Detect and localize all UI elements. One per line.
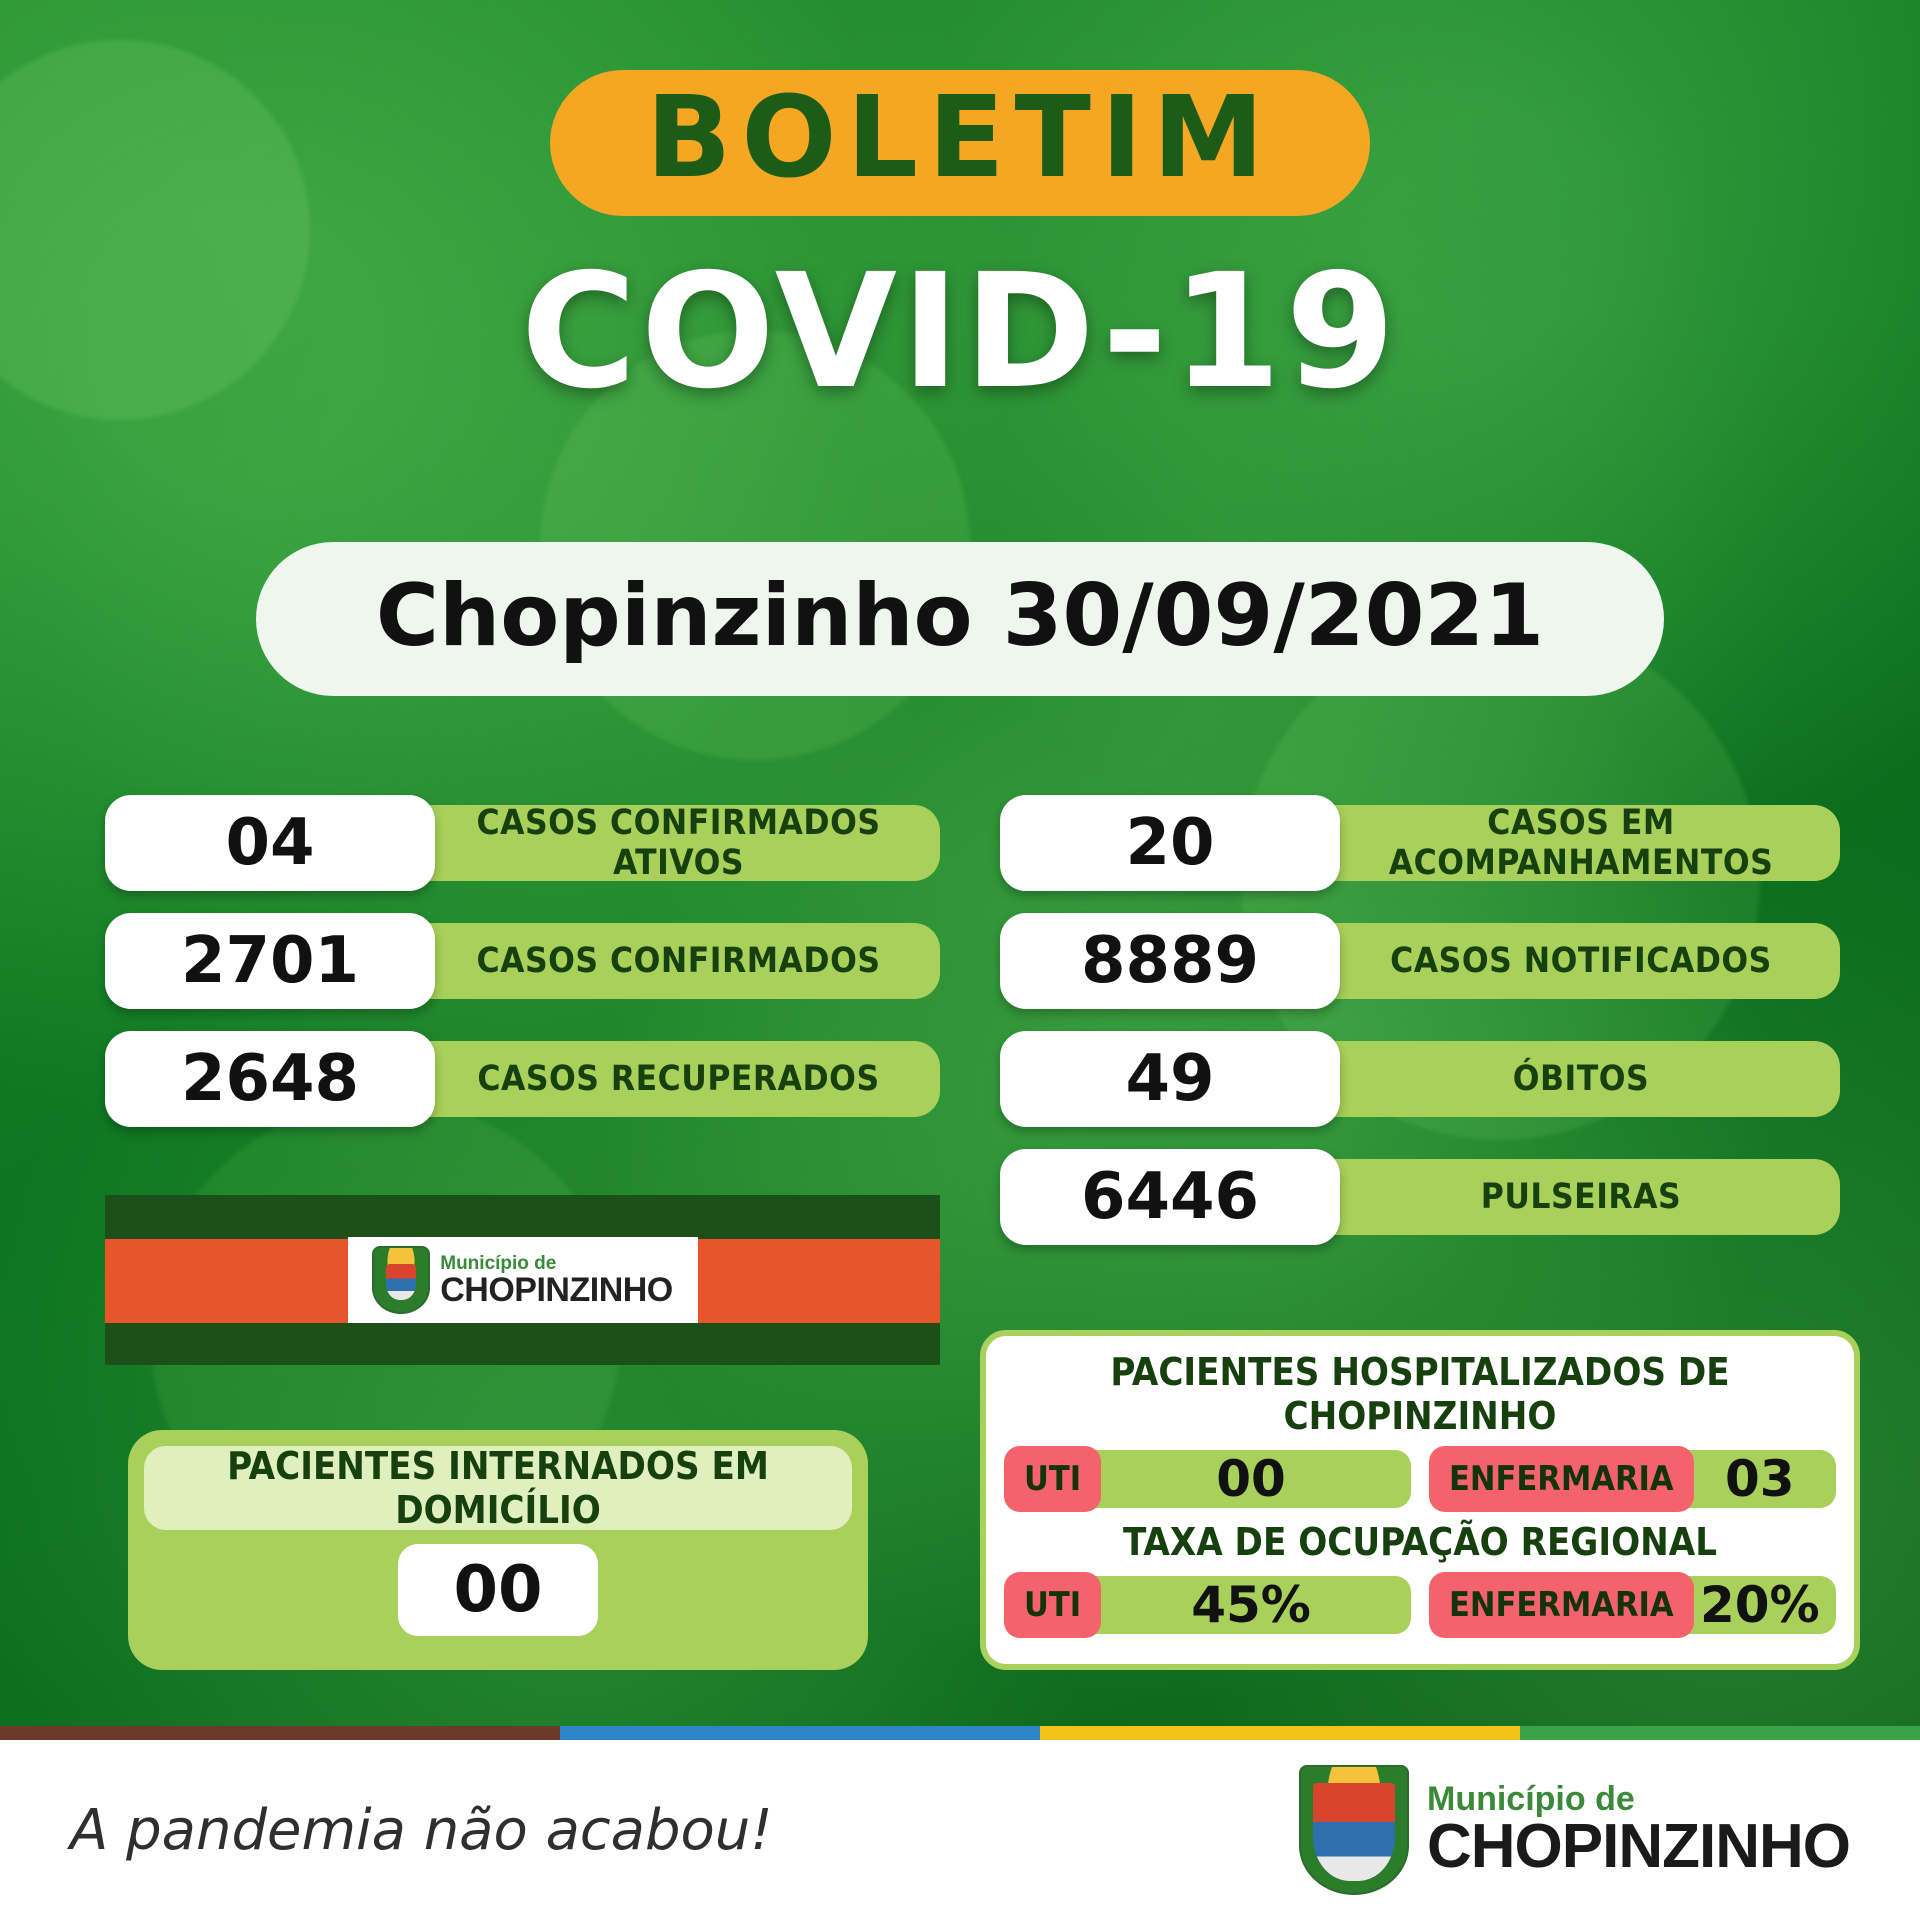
stat-value: 6446 xyxy=(1000,1149,1340,1245)
stat-value: 49 xyxy=(1000,1031,1340,1127)
stat-label: ÓBITOS xyxy=(1322,1041,1840,1117)
municipal-name: CHOPINZINHO xyxy=(440,1270,673,1309)
stats-column-right xyxy=(1000,795,1840,1245)
home-care-panel xyxy=(128,1430,868,1670)
bulletin-badge-wrap xyxy=(0,70,1920,216)
occupancy-uti-label: UTI xyxy=(1004,1572,1101,1638)
occupancy-uti-group xyxy=(1004,1572,1411,1638)
page-title-wrap xyxy=(0,240,1920,424)
stat-value: 20 xyxy=(1000,795,1340,891)
occupancy-uti-value: 45% xyxy=(1091,1576,1411,1634)
stat-row xyxy=(1000,913,1840,1009)
stat-label: CASOS EM ACOMPANHAMENTOS xyxy=(1322,805,1840,881)
footer-color-bar xyxy=(0,1726,1920,1740)
footer-bar-segment xyxy=(560,1726,1040,1740)
coat-of-arms-icon xyxy=(1299,1765,1409,1895)
home-care-title: PACIENTES INTERNADOS EM DOMICÍLIO xyxy=(144,1446,852,1530)
occupancy-row xyxy=(1004,1572,1836,1638)
footer-bar-segment xyxy=(1520,1726,1920,1740)
stat-row xyxy=(1000,795,1840,891)
footer-logo-text xyxy=(1427,1780,1850,1881)
page-title: COVID-19 xyxy=(520,240,1400,424)
city-date-wrap xyxy=(0,542,1920,696)
occupancy-enfermaria-value: 20% xyxy=(1684,1576,1836,1634)
footer-slogan: A pandemia não acabou! xyxy=(70,1797,773,1863)
hospitalized-uti-value: 00 xyxy=(1091,1450,1411,1508)
municipal-logo-text xyxy=(440,1254,673,1307)
municipal-prefix: Município de xyxy=(440,1252,557,1274)
stat-value: 2701 xyxy=(105,913,435,1009)
hospitalized-enfermaria-group xyxy=(1429,1446,1836,1512)
occupancy-title: TAXA DE OCUPAÇÃO REGIONAL xyxy=(1123,1520,1717,1564)
coat-of-arms-icon xyxy=(372,1246,430,1314)
footer xyxy=(0,1740,1920,1920)
stat-label: CASOS NOTIFICADOS xyxy=(1322,923,1840,999)
hospitalized-uti-group xyxy=(1004,1446,1411,1512)
stat-row xyxy=(105,913,940,1009)
stat-row xyxy=(105,1031,940,1127)
footer-municipal-name: CHOPINZINHO xyxy=(1427,1812,1850,1881)
stat-row xyxy=(105,795,940,891)
stat-value: 8889 xyxy=(1000,913,1340,1009)
stat-label: CASOS CONFIRMADOS ATIVOS xyxy=(417,805,940,881)
hospitalized-enfermaria-value: 03 xyxy=(1684,1450,1836,1508)
footer-bar-segment xyxy=(0,1726,560,1740)
occupancy-enfermaria-group xyxy=(1429,1572,1836,1638)
stat-label: PULSEIRAS xyxy=(1322,1159,1840,1235)
stat-label: CASOS CONFIRMADOS xyxy=(417,923,940,999)
footer-municipal-prefix: Município de xyxy=(1427,1780,1635,1818)
city-date: Chopinzinho 30/09/2021 xyxy=(256,542,1664,696)
footer-municipal-logo xyxy=(1299,1765,1850,1895)
stat-label: CASOS RECUPERADOS xyxy=(417,1041,940,1117)
bulletin-badge: BOLETIM xyxy=(550,70,1370,216)
stat-value: 2648 xyxy=(105,1031,435,1127)
hospitalized-panel xyxy=(980,1330,1860,1670)
stat-row xyxy=(1000,1031,1840,1127)
stats-column-left xyxy=(105,795,940,1127)
stat-value: 04 xyxy=(105,795,435,891)
occupancy-enfermaria-label: ENFERMARIA xyxy=(1429,1572,1694,1638)
stat-row xyxy=(1000,1149,1840,1245)
hospitalized-title: PACIENTES HOSPITALIZADOS DE CHOPINZINHO xyxy=(1110,1350,1730,1438)
hospitalized-uti-label: UTI xyxy=(1004,1446,1101,1512)
hospitalized-enfermaria-label: ENFERMARIA xyxy=(1429,1446,1694,1512)
footer-bar-segment xyxy=(1040,1726,1520,1740)
home-care-value: 00 xyxy=(398,1544,598,1636)
hospitalized-row xyxy=(1004,1446,1836,1512)
municipal-logo-band xyxy=(105,1195,940,1365)
municipal-logo-card xyxy=(348,1237,698,1323)
